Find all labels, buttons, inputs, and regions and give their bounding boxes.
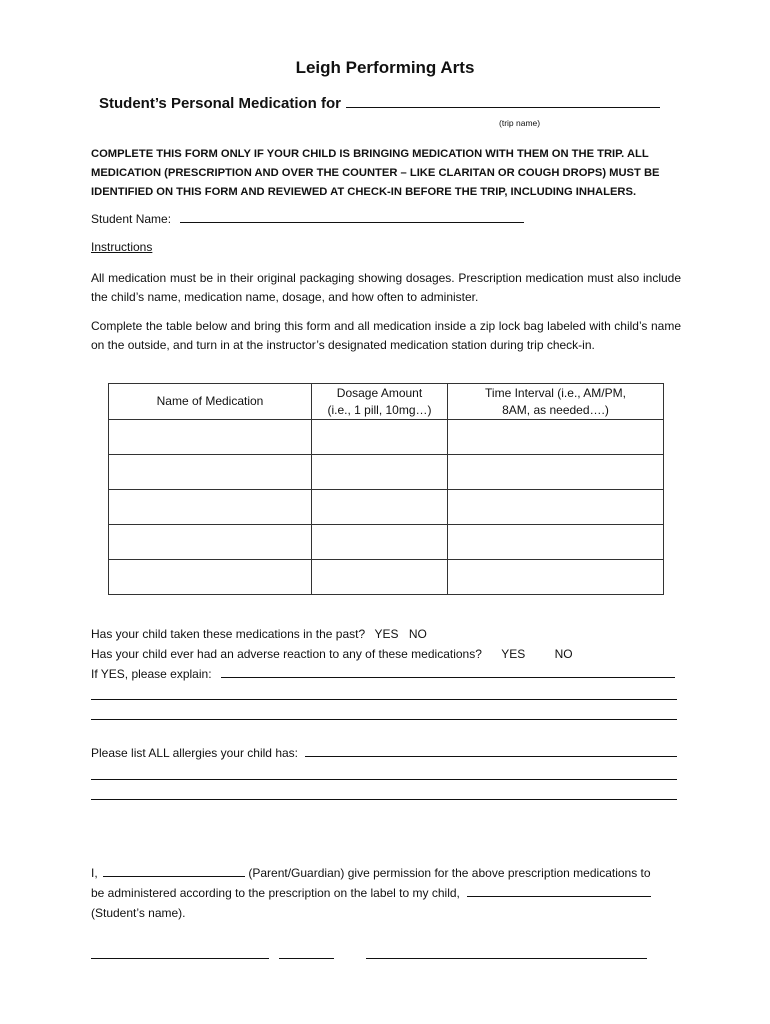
header-label: Name of Medication [156, 394, 264, 408]
instructions-heading: Instructions [91, 240, 153, 254]
question-adverse-reaction [91, 647, 573, 661]
header-name-of-medication [109, 384, 312, 420]
table-row [109, 420, 664, 455]
student-name-row [91, 212, 524, 226]
allergies-line-3[interactable] [91, 799, 677, 800]
permission-text-1: (Parent/Guardian) give permission for the above prescription medications to [248, 866, 651, 880]
table-row [109, 455, 664, 490]
instructions-paragraph-2: Complete the table below and bring this form and all medication inside a zip lock bag labeled with child’s name on the outside, and turn in at the instructor’s designated medication station during trip check-in. [91, 319, 681, 352]
question-text: Has your child ever had an adverse reaction to any of these medications? [91, 647, 482, 661]
question-text: Has your child taken these medications in the past? [91, 627, 366, 641]
allergies-row [91, 746, 677, 760]
trip-name-field[interactable] [346, 94, 660, 108]
explain-label: If YES, please explain: [91, 667, 212, 681]
header-time-interval [448, 384, 664, 420]
time-interval-cell[interactable] [448, 455, 664, 490]
date-line[interactable] [279, 958, 334, 959]
dosage-cell[interactable] [312, 525, 448, 560]
medication-name-cell[interactable] [109, 525, 312, 560]
instructions-paragraph-1: All medication must be in their original packaging showing dosages. Prescription medication must also include the child’s name, medication name, dosage, and how often to administer. [91, 271, 681, 304]
explain-line-3[interactable] [91, 719, 677, 720]
permission-line-1 [91, 866, 651, 880]
explain-field[interactable] [221, 667, 675, 678]
no-option[interactable]: NO [554, 647, 573, 661]
explain-row [91, 667, 675, 681]
medication-name-cell[interactable] [109, 490, 312, 525]
question-taken-before [91, 627, 427, 641]
table-row [109, 525, 664, 560]
header-label: Dosage Amount (i.e., 1 pill, 10mg…) [327, 385, 432, 417]
dosage-cell[interactable] [312, 420, 448, 455]
form-title [99, 94, 660, 112]
student-name-consent-field[interactable] [467, 886, 651, 897]
allergies-line-2[interactable] [91, 779, 677, 780]
signature-line[interactable] [91, 958, 269, 959]
student-name-label: Student Name: [91, 212, 172, 226]
organization-title: Leigh Performing Arts [295, 58, 475, 77]
medication-table [108, 383, 664, 595]
medication-name-cell[interactable] [109, 560, 312, 595]
time-interval-cell[interactable] [448, 420, 664, 455]
header-label: Time Interval (i.e., AM/PM, 8AM, as needed….) [485, 385, 626, 417]
warning-notice: COMPLETE THIS FORM ONLY IF YOUR CHILD IS BRINGING MEDICATION WITH THEM ON THE TRIP. ALL MEDICATION (PRESCRIPTION AND OVER THE COUNTER – LIKE CLARITAN OR COUGH DROPS) MUST BE IDENTIFIED ON THIS FORM AND REVIEWED AT CHECK-IN BEFORE THE TRIP, INCLUDING INHALERS. [91, 148, 660, 198]
header-dosage-amount [312, 384, 448, 420]
guardian-name-field[interactable] [103, 866, 245, 877]
explain-line-2[interactable] [91, 699, 677, 700]
time-interval-cell[interactable] [448, 525, 664, 560]
allergies-field[interactable] [305, 746, 677, 757]
time-interval-cell[interactable] [448, 560, 664, 595]
yes-option[interactable]: YES [374, 627, 399, 641]
dosage-cell[interactable] [312, 455, 448, 490]
student-name-field[interactable] [180, 212, 524, 223]
medication-name-cell[interactable] [109, 455, 312, 490]
dosage-cell[interactable] [312, 560, 448, 595]
medication-name-cell[interactable] [109, 420, 312, 455]
time-interval-cell[interactable] [448, 490, 664, 525]
permission-prefix: I, [91, 866, 98, 880]
permission-text-2: be administered according to the prescription on the label to my child, [91, 886, 460, 900]
table-row [109, 560, 664, 595]
yes-option[interactable]: YES [501, 647, 526, 661]
table-row [109, 490, 664, 525]
printed-name-line[interactable] [366, 958, 647, 959]
form-title-text: Student’s Personal Medication for [99, 95, 341, 112]
medication-table-header [109, 384, 664, 420]
permission-line-2 [91, 886, 651, 900]
trip-name-caption: (trip name) [499, 118, 541, 128]
dosage-cell[interactable] [312, 490, 448, 525]
permission-line-3: (Student’s name). [91, 906, 186, 920]
no-option[interactable]: NO [408, 627, 427, 641]
allergies-label: Please list ALL allergies your child has: [91, 746, 298, 760]
